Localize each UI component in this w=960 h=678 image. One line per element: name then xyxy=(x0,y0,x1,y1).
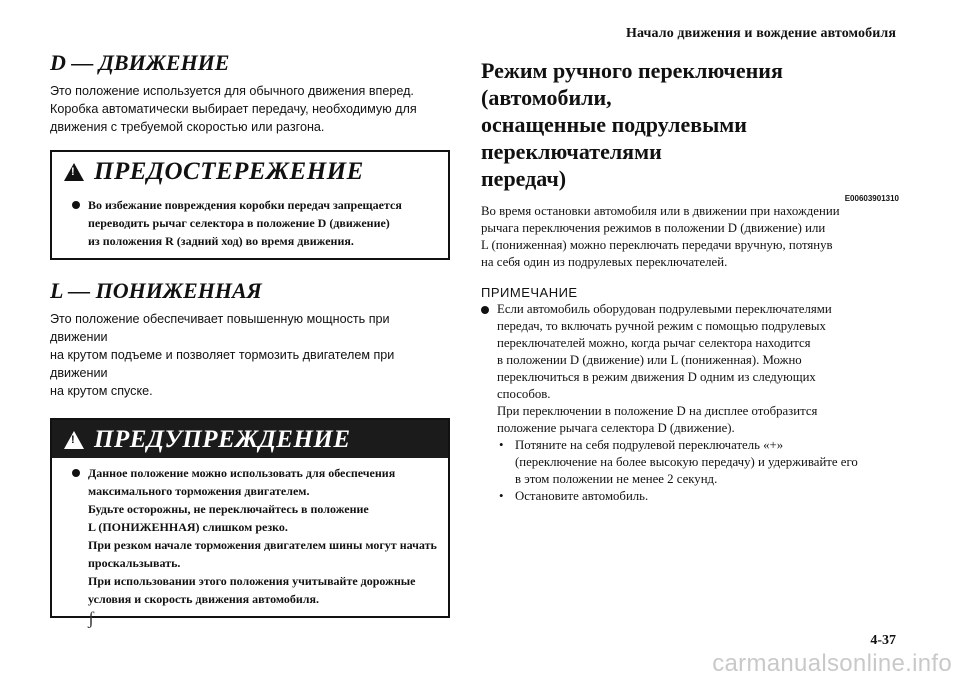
note-line: Если автомобиль оборудован подрулевыми переключателями xyxy=(497,302,832,316)
note-line: в положении D (движение) или L (пониженная). Можно xyxy=(497,353,802,367)
caution-header xyxy=(52,420,448,458)
section-d-line: движения с требуемой скоростью или разгона. xyxy=(50,120,325,134)
warning-triangle-icon xyxy=(64,431,84,449)
warning-box xyxy=(50,150,450,260)
sub-item-line: в этом положении не менее 2 секунд. xyxy=(515,472,718,486)
caution-line: Данное положение можно использовать для обеспечения xyxy=(88,466,396,480)
manual-mode-title xyxy=(481,57,901,192)
bullet-icon xyxy=(72,201,80,209)
intro-line: рычага переключения режимов в положении D (движение) или xyxy=(481,221,826,235)
intro-line: L (пониженная) можно переключать передачи вручную, потянув xyxy=(481,238,833,252)
sub-item-line: Остановите автомобиль. xyxy=(515,489,649,503)
left-column xyxy=(50,50,450,618)
section-d-line: Коробка автоматически выбирает передачу, необходимую для xyxy=(50,102,417,116)
warning-triangle-icon xyxy=(64,163,84,181)
caution-line: При резком начале торможения двигателем шины могут начать xyxy=(88,538,437,552)
section-d-title: D — ДВИЖЕНИЕ xyxy=(50,50,230,75)
intro-line: на себя один из подрулевых переключателей. xyxy=(481,255,728,269)
note-line: положение рычага селектора D (движение). xyxy=(497,421,735,435)
sub-bullet: • xyxy=(499,489,504,503)
sub-bullet: • xyxy=(499,438,504,452)
sub-item-line: (переключение на более высокую передачу) и удерживайте его xyxy=(515,455,858,469)
note-line: способов. xyxy=(497,387,551,401)
note-sub-item xyxy=(497,488,858,505)
caution-line: L (ПОНИЖЕННАЯ) слишком резко. xyxy=(88,520,288,534)
title-line: передач) xyxy=(481,166,567,191)
section-l-text xyxy=(50,310,450,400)
warning-line: Во избежание повреждения коробки передач запрещается xyxy=(88,198,402,212)
caution-body xyxy=(52,458,448,616)
warning-line: из положения R (задний ход) во время движения. xyxy=(88,234,354,248)
caution-line: максимального торможения двигателем. xyxy=(88,484,310,498)
right-column xyxy=(481,57,901,505)
section-d-text xyxy=(50,82,450,136)
watermark: carmanualsonline.info xyxy=(712,650,952,677)
caution-line: условия и скорость движения автомобиля. xyxy=(88,592,320,606)
scan-artifact: ʃ xyxy=(88,608,94,628)
section-d-line: Это положение используется для обычного движения вперед. xyxy=(50,84,414,98)
caution-line: проскальзывать. xyxy=(88,556,181,570)
note-line: переключиться в режим движения D одним из следующих xyxy=(497,370,816,384)
warning-line: переводить рычаг селектора в положение D (движение) xyxy=(88,216,390,230)
section-l-title: L — ПОНИЖЕННАЯ xyxy=(50,278,262,303)
section-code: E00603901310 xyxy=(844,194,899,203)
warning-title: ПРЕДОСТЕРЕЖЕНИЕ xyxy=(94,158,364,185)
title-line: оснащенные подрулевыми переключателями xyxy=(481,112,747,164)
caution-line: Будьте осторожны, не переключайтесь в положение xyxy=(88,502,369,516)
page-number: 4-37 xyxy=(870,633,896,648)
section-l-line: на крутом подъеме и позволяет тормозить двигателем при движении xyxy=(50,348,395,380)
bullet-icon xyxy=(481,306,489,314)
caution-line: При использовании этого положения учитывайте дорожные xyxy=(88,574,416,588)
note-line: При переключении в положение D на дисплее отобразится xyxy=(497,404,818,418)
intro-text xyxy=(481,203,901,271)
page-header: Начало движения и вождение автомобиля xyxy=(626,26,896,41)
note-line: передач, то включать ручной режим с помощью подрулевых xyxy=(497,319,826,333)
warning-header xyxy=(52,152,448,190)
intro-line: Во время остановки автомобиля или в движении при нахождении xyxy=(481,204,840,218)
title-line: Режим ручного переключения (автомобили, xyxy=(481,58,783,110)
note-body xyxy=(481,301,901,505)
section-l-line: на крутом спуске. xyxy=(50,384,153,398)
sub-item-line: Потяните на себя подрулевой переключатель «+» xyxy=(515,438,784,452)
bullet-icon xyxy=(72,469,80,477)
note-title: ПРИМЕЧАНИЕ xyxy=(481,285,578,300)
note-sub-item xyxy=(497,437,858,488)
caution-box xyxy=(50,418,450,618)
warning-body xyxy=(52,190,448,258)
note-line: переключателей можно, когда рычаг селектора находится xyxy=(497,336,811,350)
caution-title: ПРЕДУПРЕЖДЕНИЕ xyxy=(94,426,351,453)
section-l-line: Это положение обеспечивает повышенную мощность при движении xyxy=(50,312,390,344)
